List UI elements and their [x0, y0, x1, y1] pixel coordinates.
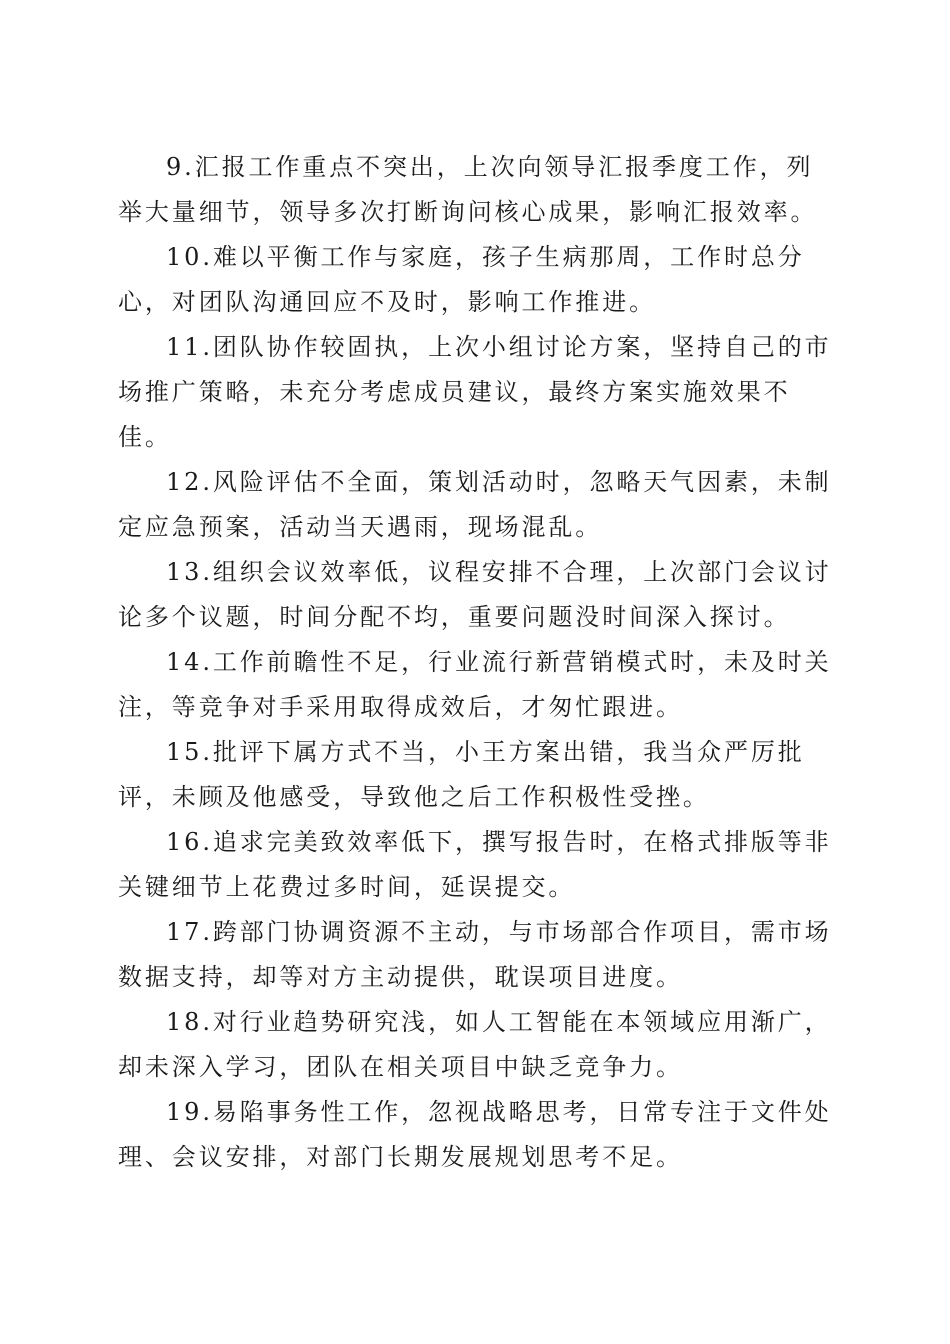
- paragraph-item-19: 19.易陷事务性工作，忽视战略思考，日常专注于文件处理、会议安排，对部门长期发展规划思考不足。: [118, 1098, 832, 1171]
- paragraph-item-11: 11.团队协作较固执，上次小组讨论方案，坚持自己的市场推广策略，未充分考虑成员建议，最终方案实施效果不佳。: [118, 333, 832, 451]
- document-body: [118, 145, 838, 1180]
- paragraph-item-9: 9.汇报工作重点不突出，上次向领导汇报季度工作，列举大量细节，领导多次打断询问核心成果，影响汇报效率。: [118, 153, 818, 226]
- paragraph-item-14: 14.工作前瞻性不足，行业流行新营销模式时，未及时关注，等竞争对手采用取得成效后，才匆忙跟进。: [118, 648, 832, 721]
- paragraph-item-16: 16.追求完美致效率低下，撰写报告时，在格式排版等非关键细节上花费过多时间，延误提交。: [118, 828, 832, 901]
- paragraph-item-10: 10.难以平衡工作与家庭，孩子生病那周，工作时总分心，对团队沟通回应不及时，影响工作推进。: [118, 243, 805, 316]
- paragraph-item-12: 12.风险评估不全面，策划活动时，忽略天气因素，未制定应急预案，活动当天遇雨，现场混乱。: [118, 468, 832, 541]
- paragraph-item-13: 13.组织会议效率低，议程安排不合理，上次部门会议讨论多个议题，时间分配不均，重要问题没时间深入探讨。: [118, 558, 832, 631]
- paragraph-item-17: 17.跨部门协调资源不主动，与市场部合作项目，需市场数据支持，却等对方主动提供，耽误项目进度。: [118, 918, 832, 991]
- paragraph-item-15: 15.批评下属方式不当，小王方案出错，我当众严厉批评，未顾及他感受，导致他之后工作积极性受挫。: [118, 738, 805, 811]
- paragraph-item-18: 18.对行业趋势研究浅，如人工智能在本领域应用渐广，却未深入学习，团队在相关项目中缺乏竞争力。: [118, 1008, 832, 1081]
